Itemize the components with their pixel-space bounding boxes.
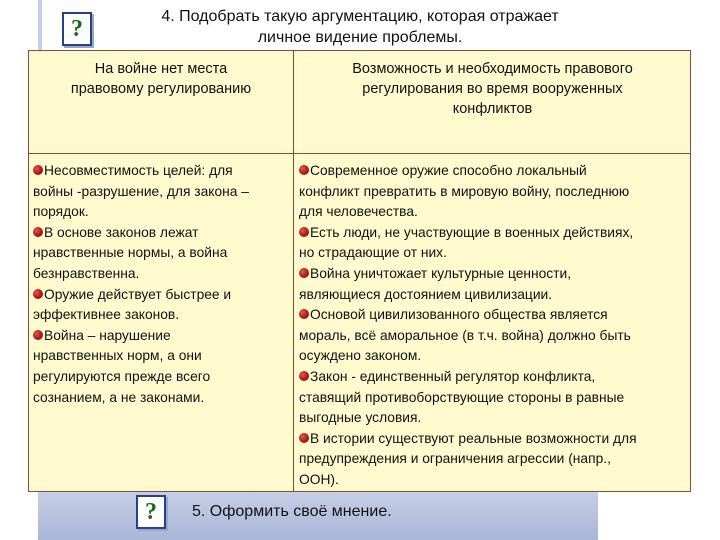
bullet-icon	[33, 330, 43, 340]
argument-line	[33, 346, 289, 367]
argument-text: Есть люди, не участвующие в военных действиях,	[310, 224, 634, 240]
argument-line	[299, 202, 689, 223]
question-mark-icon: ?	[145, 499, 157, 525]
bullet-icon	[299, 309, 309, 319]
argument-text: Несовместимость целей: для	[44, 163, 233, 178]
argument-item	[33, 161, 289, 223]
header-line: регулирования во время вооруженных	[362, 81, 623, 97]
argument-line	[33, 305, 289, 326]
argument-line	[299, 326, 689, 347]
argument-text: Современное оружие способно локальный	[310, 163, 587, 178]
argument-text: выгодные условия.	[299, 410, 422, 426]
argument-text: В истории существуют реальные возможности для	[310, 430, 637, 446]
help-icon[interactable]	[136, 495, 166, 529]
argument-text: являющиеся достоянием цивилизации.	[299, 286, 553, 302]
argument-line	[299, 285, 689, 306]
argument-text: регулируются прежде всего	[33, 368, 211, 384]
argument-text: Оружие действует быстрее и	[44, 286, 232, 302]
argument-line	[33, 285, 289, 306]
slide-title-line: личное видение проблемы.	[257, 29, 463, 46]
question-mark-icon: ?	[71, 16, 83, 42]
right-arguments-list	[299, 161, 689, 491]
argument-line	[33, 202, 289, 223]
argument-line	[33, 326, 289, 347]
bullet-icon	[33, 165, 43, 175]
bullet-icon	[33, 289, 43, 299]
argument-text: В основе законов лежат	[44, 224, 199, 240]
argument-item	[33, 223, 289, 285]
argument-line	[33, 161, 289, 182]
argument-text: нравственные нормы, а война	[33, 245, 228, 261]
bullet-icon	[299, 268, 309, 278]
argument-text: для человечества.	[299, 204, 418, 220]
left-arguments-list	[33, 161, 289, 408]
argument-text: предупреждения и ограничения агрессии (напр.,	[299, 451, 611, 467]
argument-line	[299, 367, 689, 388]
argument-text: нравственных норм, а они	[33, 348, 202, 364]
argument-item	[299, 305, 689, 367]
argument-text: Война – нарушение	[44, 327, 171, 343]
argument-line	[299, 264, 689, 285]
slide-title-line: 4. Подобрать такую аргументацию, которая отражает	[161, 8, 559, 25]
argument-line	[299, 429, 689, 450]
argument-text: эффективнее законов.	[33, 307, 180, 323]
argument-item	[299, 367, 689, 429]
argument-text: безнравственна.	[33, 265, 140, 281]
argument-line	[299, 408, 689, 429]
argument-text: мораль, всё аморальное (в т.ч. война) должно быть	[299, 327, 631, 343]
header-line: На войне нет места	[94, 61, 228, 77]
argument-text: ООН).	[299, 471, 339, 487]
argument-line	[33, 223, 289, 244]
header-line: правовому регулированию	[70, 81, 252, 97]
argument-text: конфликт превратить в мировую войну, последнюю	[299, 183, 630, 199]
argument-line	[33, 367, 289, 388]
right-column-header	[299, 59, 686, 119]
argument-item	[33, 285, 289, 326]
header-line: Возможность и необходимость правового	[352, 61, 633, 77]
argument-line	[33, 264, 289, 285]
argument-line	[299, 470, 689, 491]
bullet-icon	[33, 227, 43, 237]
argument-line	[33, 388, 289, 409]
argument-text: порядок.	[33, 204, 89, 220]
argument-line	[299, 223, 689, 244]
header-line: конфликтов	[452, 101, 533, 117]
argument-text: но страдающие от них.	[299, 245, 447, 261]
argument-line	[33, 182, 289, 203]
argument-text: осуждено законом.	[299, 348, 422, 364]
argument-line	[33, 243, 289, 264]
column-divider	[293, 51, 294, 491]
argument-text: Основой цивилизованного общества является	[310, 307, 608, 323]
argument-item	[33, 326, 289, 408]
left-column-header	[35, 59, 287, 99]
argument-text: Война уничтожает культурные ценности,	[310, 265, 572, 281]
bullet-icon	[299, 433, 309, 443]
bullet-icon	[299, 371, 309, 381]
argument-text: Закон - единственный регулятор конфликта,	[310, 368, 596, 384]
argument-item	[299, 264, 689, 305]
argument-line	[299, 243, 689, 264]
argument-item	[299, 223, 689, 264]
argument-line	[299, 305, 689, 326]
argument-line	[299, 182, 689, 203]
argument-item	[299, 429, 689, 491]
bullet-icon	[299, 227, 309, 237]
argument-text: ставящий противоборствующие стороны в равные	[299, 389, 625, 405]
argument-text: войны -разрушение, для закона –	[33, 183, 249, 199]
bullet-icon	[299, 165, 309, 175]
task-instruction: 5. Оформить своё мнение.	[192, 503, 392, 520]
argument-line	[299, 161, 689, 182]
argument-line	[299, 449, 689, 470]
header-divider	[29, 153, 690, 154]
slide-title	[110, 6, 610, 48]
help-icon[interactable]	[62, 12, 92, 46]
argument-line	[299, 388, 689, 409]
argument-text: сознанием, а не законами.	[33, 389, 205, 405]
argument-item	[299, 161, 689, 223]
comparison-table	[28, 50, 691, 492]
argument-line	[299, 346, 689, 367]
